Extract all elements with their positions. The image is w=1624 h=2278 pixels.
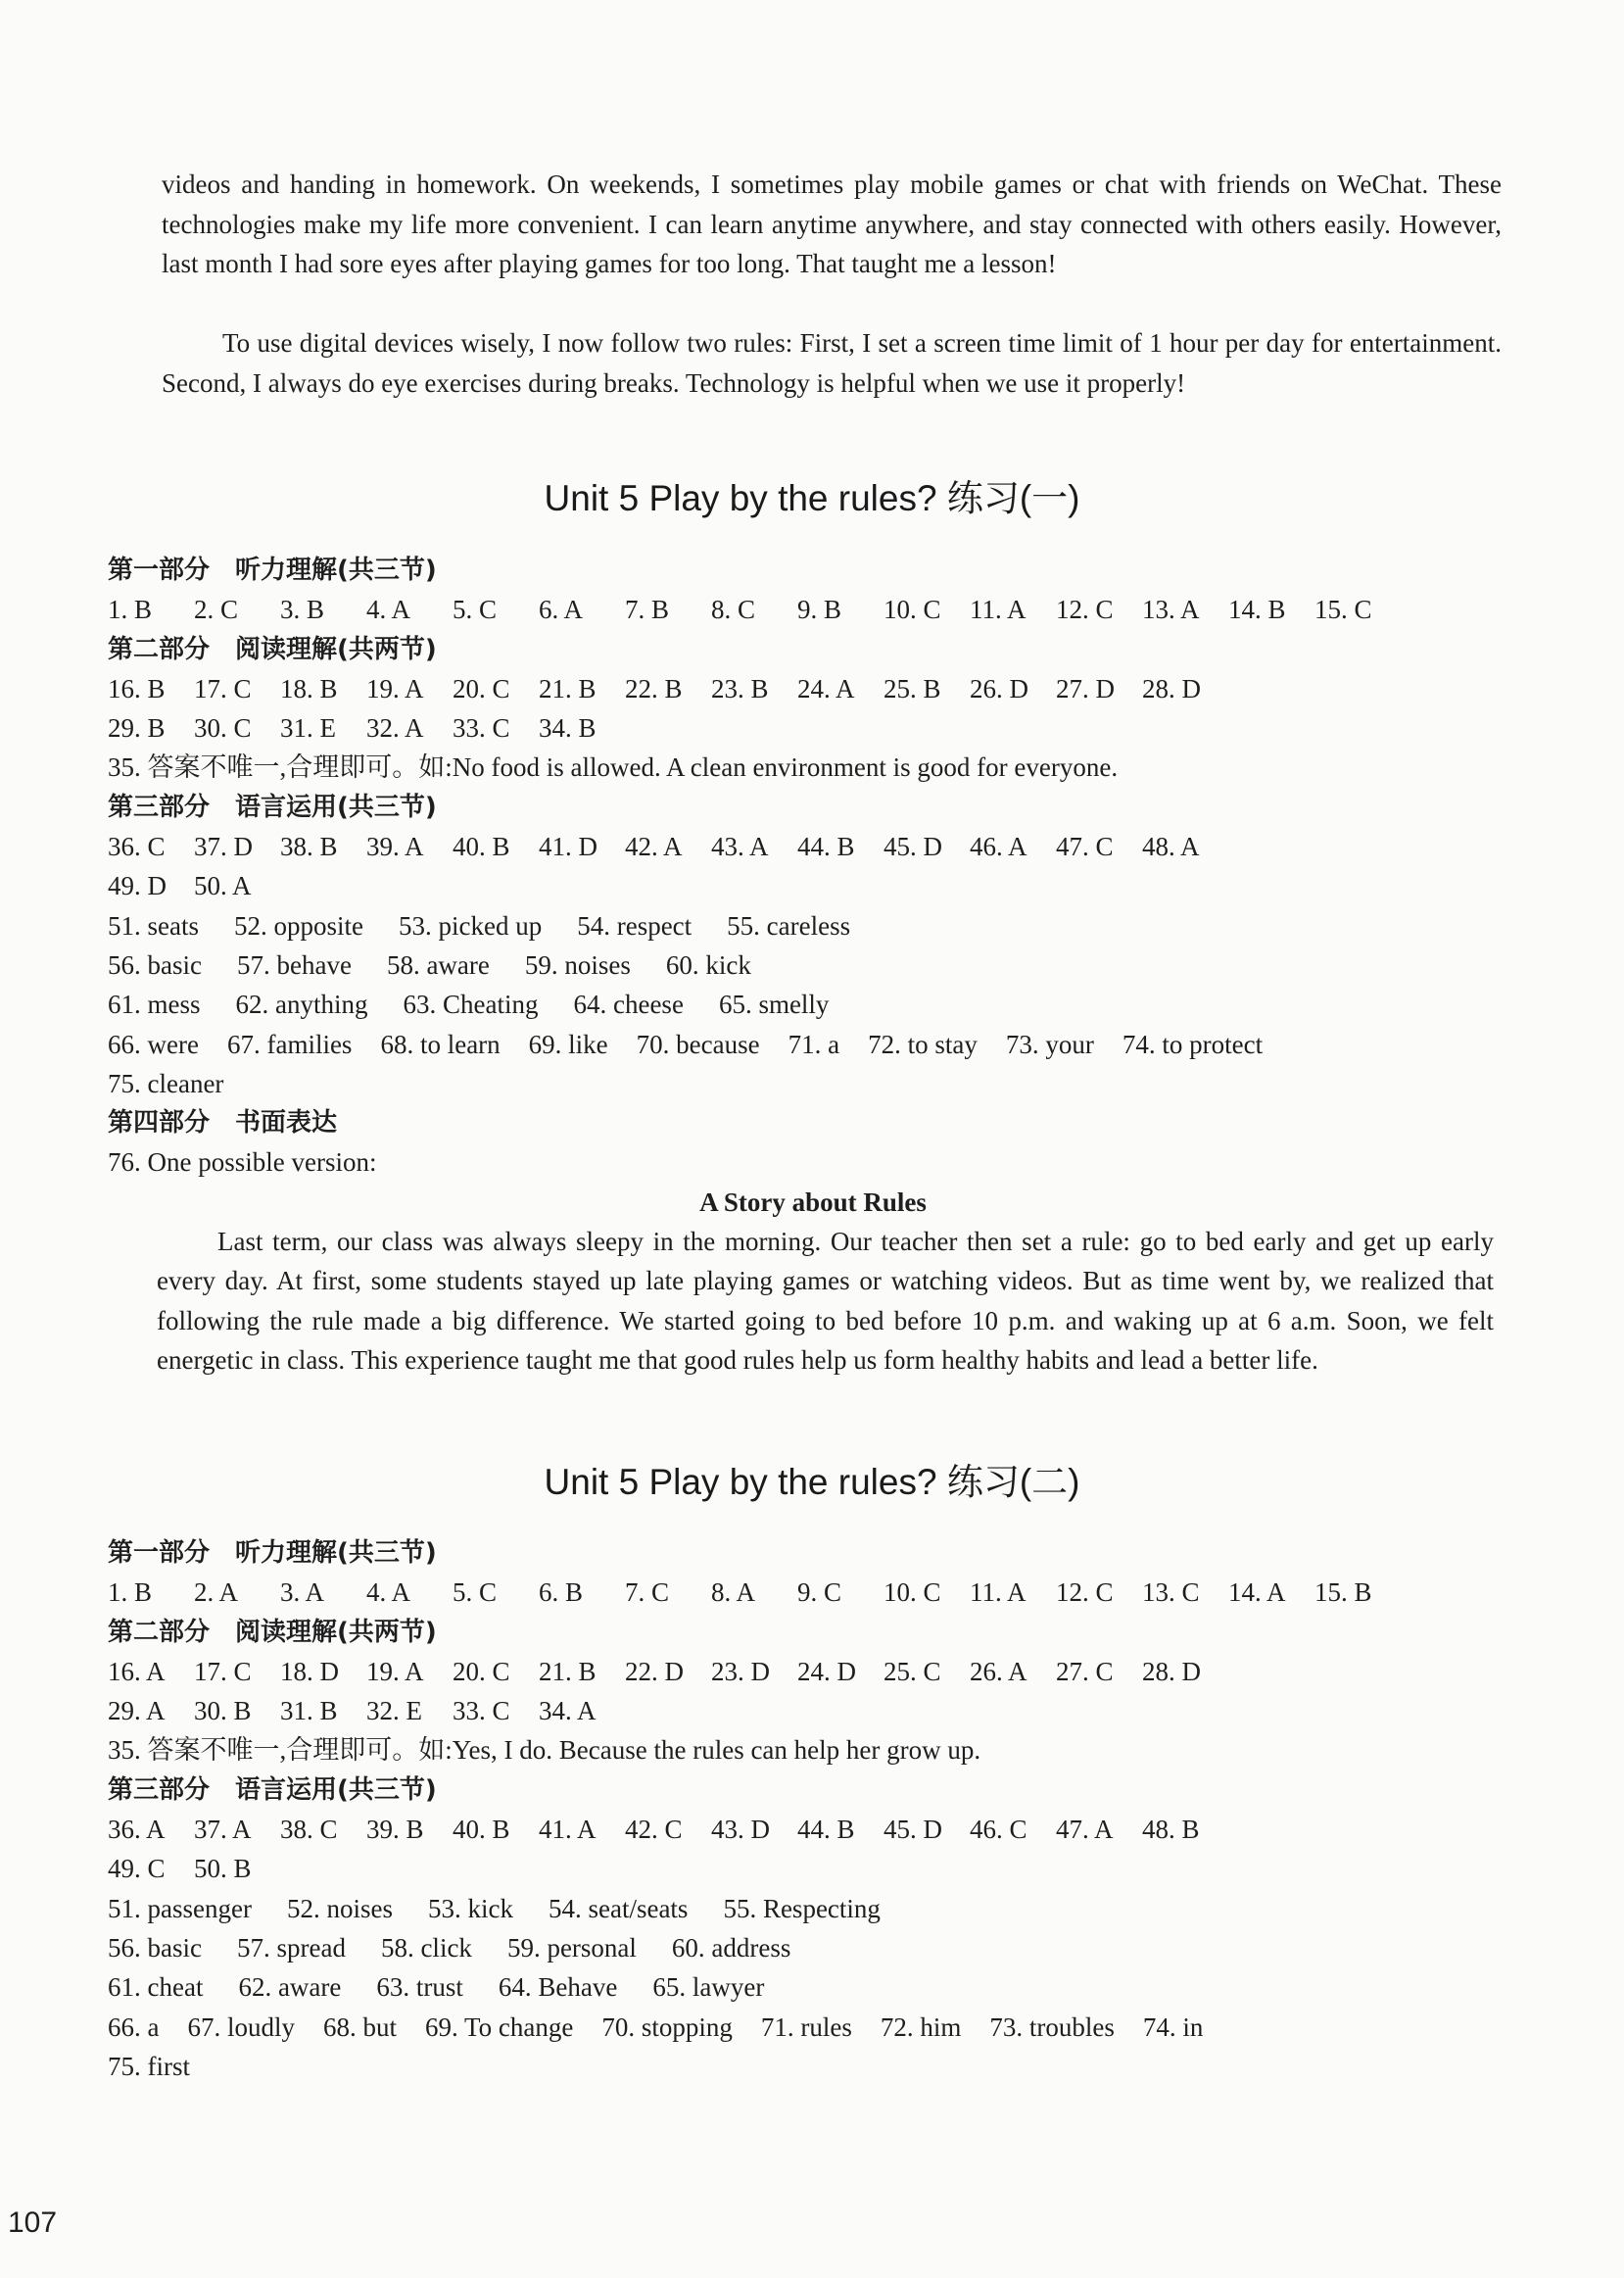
answer: 30. B <box>194 1696 252 1726</box>
answer: 5. C <box>453 1577 498 1608</box>
answer: 19. A <box>366 1656 424 1686</box>
answer: 60. address <box>671 1932 791 1963</box>
part-heading: 第二部分 阅读理解(共两节) <box>108 634 437 664</box>
answer: 36. C <box>108 832 166 862</box>
answer: 49. C <box>108 1854 166 1884</box>
answer: 37. D <box>194 832 253 862</box>
answer: 20. C <box>453 673 510 703</box>
answer: 33. C <box>453 1696 510 1726</box>
answer-row <box>108 827 1518 866</box>
answer: 12. C <box>1056 1577 1114 1608</box>
answer: 51. passenger <box>108 1893 252 1923</box>
answer: 29. A <box>108 1696 166 1726</box>
answer: 15. B <box>1314 1577 1372 1608</box>
answer: 42. C <box>625 1815 683 1845</box>
answer: 2. A <box>194 1577 239 1608</box>
answer: 65. smelly <box>718 990 830 1020</box>
answer: 65. lawyer <box>652 1972 765 2003</box>
answer: 7. B <box>625 595 670 625</box>
answer: 56. basic <box>108 1932 202 1963</box>
intro-paragraph-2: To use digital devices wisely, I now follow two rules: First, I set a screen time limit of 1 hour per day for entertainment. Second, I always do eye exercises during breaks. Technology is helpful when we use it properly! <box>162 328 1502 398</box>
answer: 2. C <box>194 595 239 625</box>
answer: 21. B <box>539 673 597 703</box>
answer: 1. B <box>108 595 153 625</box>
word-answer-row <box>108 1025 1518 1064</box>
answer: 70. stopping <box>601 2011 733 2042</box>
answer: 53. kick <box>427 1893 513 1923</box>
open-answer-note: 35. 答案不唯一,合理即可。如:Yes, I do. Because the rules can help her grow up. <box>108 1735 981 1766</box>
answer: 21. B <box>539 1656 597 1686</box>
answer: 8. A <box>711 1577 756 1608</box>
answer: 30. C <box>194 713 252 744</box>
answer: 55. Respecting <box>723 1893 881 1923</box>
answer: 15. C <box>1314 595 1372 625</box>
answer: 38. B <box>280 832 338 862</box>
word-answer-row <box>108 1928 1518 1967</box>
answer: 64. Behave <box>498 1972 618 2003</box>
answer: 25. C <box>884 1656 941 1686</box>
answer: 41. D <box>539 832 597 862</box>
answer: 7. C <box>625 1577 670 1608</box>
answer: 23. D <box>711 1656 770 1686</box>
answer-row <box>108 1691 1518 1730</box>
part-heading: 第三部分 语言运用(共三节) <box>108 792 437 822</box>
answer: 51. seats <box>108 910 199 941</box>
intro-paragraph-1: videos and handing in homework. On weekends, I sometimes play mobile games or chat with friends on WeChat. These technologies make my life more convenient. I can learn anytime anywhere, and stay connected with others easily. However, last month I had sore eyes after playing games for too long. That taught me a lesson! <box>162 170 1502 278</box>
answer: 75. first <box>108 2051 190 2081</box>
answer: 44. B <box>797 832 855 862</box>
answer: 58. click <box>380 1932 472 1963</box>
answer: 56. basic <box>108 949 202 980</box>
answer: 61. mess <box>108 990 201 1020</box>
answer: 57. spread <box>236 1932 346 1963</box>
answer: 66. a <box>108 2011 160 2042</box>
answer: 11. A <box>970 595 1027 625</box>
answer: 69. To change <box>425 2011 574 2042</box>
answer: 10. C <box>884 1577 941 1608</box>
answer: 33. C <box>453 713 510 744</box>
answer: 31. B <box>280 1696 338 1726</box>
answer: 69. like <box>528 1029 608 1059</box>
answer: 53. picked up <box>398 910 543 941</box>
answer: 40. B <box>453 832 510 862</box>
word-answer-row <box>108 1967 1518 2007</box>
answer: 11. A <box>970 1577 1027 1608</box>
answer: 34. B <box>539 713 597 744</box>
answer: 28. D <box>1142 673 1201 703</box>
unit-title-exercise-1: Unit 5 Play by the rules? 练习(一) <box>544 478 1080 518</box>
answer: 6. A <box>539 595 584 625</box>
answer: 67. families <box>226 1029 353 1059</box>
answer: 50. A <box>194 871 252 901</box>
answer: 1. B <box>108 1577 153 1608</box>
answer: 62. aware <box>238 1972 342 2003</box>
answer: 34. A <box>539 1696 597 1726</box>
answer: 13. C <box>1142 1577 1200 1608</box>
answer: 12. C <box>1056 595 1114 625</box>
answer: 71. rules <box>760 2011 852 2042</box>
answer: 14. B <box>1228 595 1286 625</box>
answer: 66. were <box>108 1029 199 1059</box>
answer: 6. B <box>539 1577 584 1608</box>
answer-row <box>108 708 1518 748</box>
answer: 70. because <box>636 1029 760 1059</box>
answer: 23. B <box>711 673 769 703</box>
part-heading: 第四部分 书面表达 <box>108 1108 338 1139</box>
answer: 24. D <box>797 1656 856 1686</box>
answer: 47. A <box>1056 1815 1114 1845</box>
answer: 41. A <box>539 1815 597 1845</box>
answer: 24. A <box>797 673 855 703</box>
answer: 72. to stay <box>868 1029 978 1059</box>
word-answer-row <box>108 906 1518 945</box>
part-heading: 第三部分 语言运用(共三节) <box>108 1774 437 1805</box>
answer: 50. B <box>194 1854 252 1884</box>
answer: 59. noises <box>524 949 631 980</box>
answer: 54. seat/seats <box>548 1893 689 1923</box>
answer: 10. C <box>884 595 941 625</box>
answer: 17. C <box>194 1656 252 1686</box>
answer: 60. kick <box>665 949 751 980</box>
answer: 5. C <box>453 595 498 625</box>
answer: 29. B <box>108 713 166 744</box>
answer: 19. A <box>366 673 424 703</box>
answer: 31. E <box>280 713 336 744</box>
answer: 3. B <box>280 595 325 625</box>
answer: 42. A <box>625 832 683 862</box>
page-number: 107 <box>8 2206 58 2239</box>
answer: 32. E <box>366 1696 422 1726</box>
answer: 48. A <box>1142 832 1200 862</box>
answer: 36. A <box>108 1815 166 1845</box>
word-answer-row <box>108 2008 1518 2047</box>
answer: 40. B <box>453 1815 510 1845</box>
answer: 44. B <box>797 1815 855 1845</box>
answer: 3. A <box>280 1577 325 1608</box>
answer: 13. A <box>1142 595 1200 625</box>
answer: 58. aware <box>386 949 490 980</box>
essay-body: Last term, our class was always sleepy in the morning. Our teacher then set a rule: go to bed early and get up early every day. At first, some students stayed up late playing games or watching videos. But as time went by, we realized that following the rule made a big difference. We started going to bed before 10 p.m. and waking up at 6 a.m. Soon, we felt energetic in class. This experience taught me that good rules help us form healthy habits and lead a better life. <box>157 1226 1494 1376</box>
answer: 75. cleaner <box>108 1068 224 1098</box>
answer: 57. behave <box>236 949 352 980</box>
answer-row <box>108 866 1518 905</box>
answer: 64. cheese <box>573 990 684 1020</box>
answer: 4. A <box>366 1577 411 1608</box>
answer: 25. B <box>884 673 941 703</box>
answer: 74. to protect <box>1122 1029 1264 1059</box>
answer: 43. A <box>711 832 769 862</box>
answer: 46. A <box>970 832 1027 862</box>
answer-row <box>108 1652 1518 1691</box>
answer: 28. D <box>1142 1656 1201 1686</box>
answer-row <box>108 590 1518 629</box>
word-answer-row <box>108 945 1518 985</box>
word-answer-row <box>108 1889 1518 1928</box>
answer-row <box>108 1849 1518 1888</box>
answer: 43. D <box>711 1815 770 1845</box>
answer: 59. personal <box>506 1932 637 1963</box>
answer: 54. respect <box>577 910 693 941</box>
writing-note: 76. One possible version: <box>108 1147 377 1178</box>
answer: 68. to learn <box>380 1029 501 1059</box>
answer: 22. D <box>625 1656 684 1686</box>
answer: 9. B <box>797 595 842 625</box>
answer: 22. B <box>625 673 683 703</box>
answer: 27. C <box>1056 1656 1114 1686</box>
answer: 18. D <box>280 1656 339 1686</box>
answer: 73. troubles <box>989 2011 1115 2042</box>
answer: 18. B <box>280 673 338 703</box>
answer: 45. D <box>884 832 942 862</box>
exercise-2-answers <box>108 1533 1518 2086</box>
answer: 38. C <box>280 1815 338 1845</box>
answer: 49. D <box>108 871 167 901</box>
part-heading: 第一部分 听力理解(共三节) <box>108 1538 437 1568</box>
answer: 71. a <box>788 1029 840 1059</box>
answer: 27. D <box>1056 673 1115 703</box>
unit-title-exercise-2: Unit 5 Play by the rules? 练习(二) <box>544 1462 1080 1502</box>
answer: 74. in <box>1142 2011 1204 2042</box>
answer: 39. B <box>366 1815 424 1845</box>
answer: 9. C <box>797 1577 842 1608</box>
answer: 61. cheat <box>108 1972 204 2003</box>
word-answer-row <box>108 985 1518 1024</box>
answer: 63. Cheating <box>403 990 539 1020</box>
answer: 52. noises <box>286 1893 393 1923</box>
answer-row <box>108 669 1518 708</box>
answer: 4. A <box>366 595 411 625</box>
answer-row <box>108 1573 1518 1612</box>
answer: 26. D <box>970 673 1028 703</box>
answer: 46. C <box>970 1815 1027 1845</box>
answer: 52. opposite <box>233 910 363 941</box>
part-heading: 第二部分 阅读理解(共两节) <box>108 1617 437 1647</box>
answer: 8. C <box>711 595 756 625</box>
answer: 32. A <box>366 713 424 744</box>
answer: 16. B <box>108 673 166 703</box>
answer: 37. A <box>194 1815 252 1845</box>
answer: 72. him <box>880 2011 962 2042</box>
answer: 39. A <box>366 832 424 862</box>
answer: 73. your <box>1005 1029 1094 1059</box>
answer: 20. C <box>453 1656 510 1686</box>
part-heading: 第一部分 听力理解(共三节) <box>108 556 437 585</box>
answer: 47. C <box>1056 832 1114 862</box>
answer: 48. B <box>1142 1815 1200 1845</box>
word-answer-row <box>108 1064 1518 1103</box>
essay-title: A Story about Rules <box>699 1187 927 1217</box>
answer: 26. A <box>970 1656 1027 1686</box>
answer: 16. A <box>108 1656 166 1686</box>
exercise-1-answers <box>108 551 1518 1381</box>
open-answer-note: 35. 答案不唯一,合理即可。如:No food is allowed. A clean environment is good for everyone. <box>108 752 1119 783</box>
answer: 55. careless <box>727 910 851 941</box>
answer: 63. trust <box>376 1972 463 2003</box>
answer: 67. loudly <box>187 2011 295 2042</box>
answer-row <box>108 1810 1518 1849</box>
answer: 62. anything <box>235 990 368 1020</box>
answer: 45. D <box>884 1815 942 1845</box>
answer: 68. but <box>323 2011 398 2042</box>
answer: 14. A <box>1228 1577 1286 1608</box>
answer: 17. C <box>194 673 252 703</box>
word-answer-row <box>108 2047 1518 2086</box>
